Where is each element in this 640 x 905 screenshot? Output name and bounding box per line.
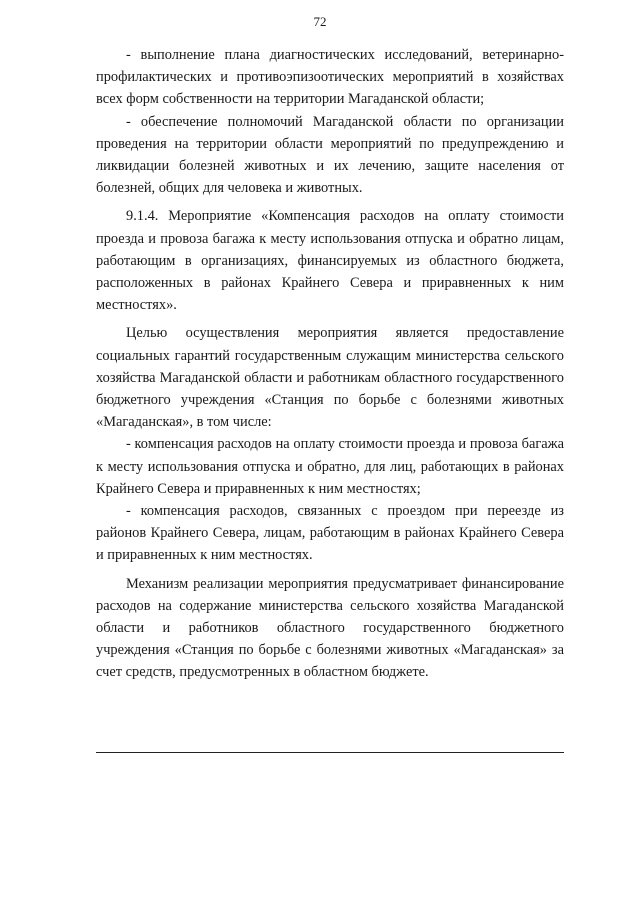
paragraph-measure-goal: Целью осуществления мероприятия является предоставление социальных гарантий государственным служащим министерства сельского хозяйства Магаданской области и работникам областного государственного бюджетного учреждения «Станция по борьбе с болезнями животных «Магаданская», в том числе: (96, 325, 564, 431)
document-body (96, 44, 564, 684)
paragraph-travel-compensation: - компенсация расходов на оплату стоимости проезда и провоза багажа к месту использования отпуска и обратно, для лиц, работающих в районах Крайнего Севера и приравненных к ним местностях; (96, 436, 564, 497)
paragraph-region-powers: - обеспечение полномочий Магаданской области по организации проведения на территории области мероприятий по предупреждению и ликвидации болезней животных и их лечению, защите населения от болезней, общих для человека и животных. (96, 113, 564, 197)
paragraph-implementation-mechanism: Механизм реализации мероприятия предусматривает финансирование расходов на содержание министерства сельского хозяйства Магаданской области и работников областного государственного бюджетного учреждения «Станция по борьбе с болезнями животных «Магаданская» за счет средств, предусмотренных в областном бюджете. (96, 575, 564, 681)
page-number: 72 (313, 14, 327, 29)
paragraph-measure-9-1-4: 9.1.4. Мероприятие «Компенсация расходов на оплату стоимости проезда и провоза багажа к месту использования отпуска и обратно лицам, работающим в организациях, финансируемых из областного бюджета, расположенных в районах Крайнего Севера и приравненных к ним местностях». (96, 208, 564, 314)
horizontal-rule (96, 752, 564, 753)
paragraph-relocation-compensation: - компенсация расходов, связанных с проездом при переезде из районов Крайнего Севера, лицам, работающим в районах Крайнего Севера и приравненных к ним местностях. (96, 503, 564, 564)
paragraph-diagnostics-plan: - выполнение плана диагностических исследований, ветеринарно-профилактических и противоэпизоотических мероприятий в хозяйствах всех форм собственности на территории Магаданской области; (96, 47, 564, 108)
